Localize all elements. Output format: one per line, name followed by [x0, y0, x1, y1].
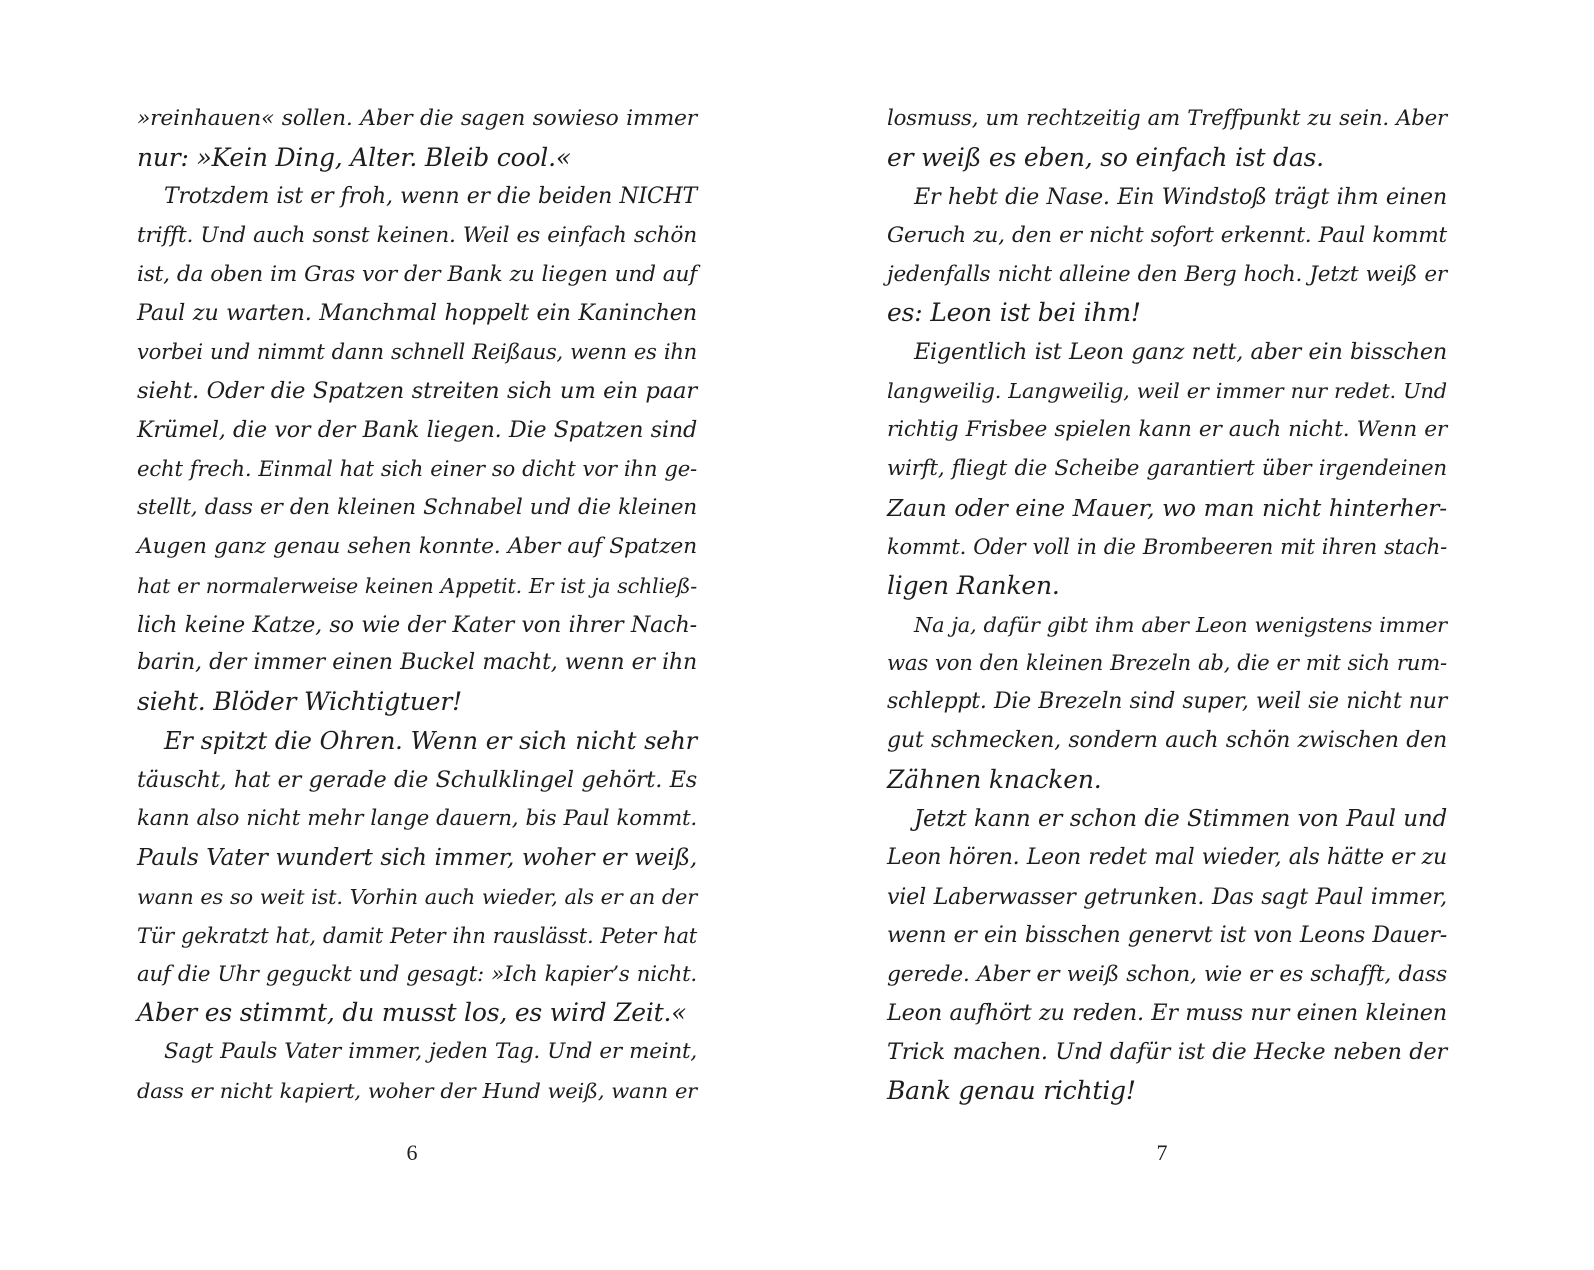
- text-line: was von den kleinen Brezeln ab, die er mit sich rum-: [887, 650, 1447, 676]
- text-line: kann also nicht mehr lange dauern, bis Paul kommt.: [137, 806, 697, 832]
- text-line: Eigentlich ist Leon ganz nett, aber ein bisschen: [914, 339, 1447, 366]
- text-line: echt frech. Einmal hat sich einer so dicht vor ihn ge-: [137, 456, 697, 482]
- text-line: ist, da oben im Gras vor der Bank zu liegen und auf: [137, 261, 697, 287]
- text-line: täuscht, hat er gerade die Schulklingel gehört. Es: [137, 767, 697, 794]
- text-line: langweilig. Langweilig, weil er immer nur redet. Und: [887, 379, 1447, 404]
- text-line: wann es so weit ist. Vorhin auch wieder, als er an der: [137, 884, 697, 909]
- text-line: Er hebt die Nase. Ein Windstoß trägt ihm einen: [914, 183, 1447, 210]
- text-line: Trotzdem ist er froh, wenn er die beiden NICHT: [164, 183, 697, 209]
- text-line: Bank genau richtig!: [887, 1076, 1136, 1106]
- text-line: Zaun oder eine Mauer, wo man nicht hinterher-: [887, 493, 1447, 522]
- text-line: Na ja, dafür gibt ihm aber Leon wenigstens immer: [914, 612, 1447, 637]
- text-line: Leon aufhört zu reden. Er muss nur einen kleinen: [887, 1000, 1447, 1027]
- text-line: gerede. Aber er weiß schon, wie er es schafft, dass: [887, 961, 1447, 987]
- text-line: nur: »Kein Ding, Alter. Bleib cool.«: [137, 142, 571, 172]
- text-line: trifft. Und auch sonst keinen. Weil es einfach schön: [137, 222, 697, 248]
- text-line: Jetzt kann er schon die Stimmen von Paul und: [914, 806, 1447, 833]
- text-line: gut schmecken, sondern auch schön zwischen den: [887, 728, 1447, 754]
- page-number-left: 6: [406, 1140, 418, 1165]
- text-line: viel Laberwasser getrunken. Das sagt Paul immer,: [887, 883, 1447, 910]
- text-line: Paul zu warten. Manchmal hoppelt ein Kaninchen: [137, 300, 697, 327]
- text-line: kommt. Oder voll in die Brombeeren mit ihren stach-: [887, 533, 1447, 559]
- text-line: richtig Frisbee spielen kann er auch nicht. Wenn er: [887, 417, 1447, 443]
- text-line: auf die Uhr geguckt und gesagt: »Ich kapier’s nicht.: [137, 961, 697, 987]
- text-line: Aber es stimmt, du musst los, es wird Zeit.«: [137, 998, 687, 1028]
- text-line: Pauls Vater wundert sich immer, woher er weiß,: [137, 843, 697, 871]
- left-page-text: [137, 100, 697, 1111]
- text-line: lich keine Katze, so wie der Kater von ihrer Nach-: [137, 611, 697, 638]
- text-line: sieht. Blöder Wichtigtuer!: [137, 687, 462, 717]
- text-line: Leon hören. Leon redet mal wieder, als hätte er zu: [887, 844, 1447, 870]
- text-line: schleppt. Die Brezeln sind super, weil sie nicht nur: [887, 689, 1447, 715]
- text-line: »reinhauen« sollen. Aber die sagen sowieso immer: [137, 106, 697, 131]
- text-line: Tür gekratzt hat, damit Peter ihn rauslässt. Peter hat: [137, 922, 697, 948]
- text-line: Krümel, die vor der Bank liegen. Die Spatzen sind: [137, 417, 697, 444]
- text-line: Augen ganz genau sehen konnte. Aber auf Spatzen: [137, 533, 697, 559]
- text-line: ligen Ranken.: [887, 570, 1060, 600]
- text-line: es: Leon ist bei ihm!: [887, 298, 1141, 328]
- text-line: Trick machen. Und dafür ist die Hecke neben der: [887, 1039, 1447, 1066]
- text-line: losmuss, um rechtzeitig am Treffpunkt zu sein. Aber: [887, 106, 1447, 131]
- text-line: stellt, dass er den kleinen Schnabel und die kleinen: [137, 494, 697, 520]
- text-line: Sagt Pauls Vater immer, jeden Tag. Und er meint,: [164, 1039, 697, 1065]
- page-number-right: 7: [1156, 1140, 1168, 1165]
- text-line: dass er nicht kapiert, woher der Hund weiß, wann er: [137, 1079, 697, 1104]
- text-line: barin, der immer einen Buckel macht, wenn er ihn: [137, 650, 697, 676]
- right-page: [797, 0, 1594, 1270]
- text-line: er weiß es eben, so einfach ist das.: [887, 142, 1324, 172]
- text-line: hat er normalerweise keinen Appetit. Er ist ja schließ-: [137, 573, 697, 598]
- text-line: wirft, fliegt die Scheibe garantiert über irgendeinen: [887, 456, 1447, 482]
- text-line: wenn er ein bisschen genervt ist von Leons Dauer-: [887, 922, 1447, 948]
- text-line: jedenfalls nicht alleine den Berg hoch. Jetzt weiß er: [887, 261, 1447, 287]
- right-page-text: [887, 100, 1447, 1111]
- text-line: vorbei und nimmt dann schnell Reißaus, wenn es ihn: [137, 339, 697, 365]
- text-line: Zähnen knacken.: [887, 765, 1102, 795]
- text-line: sieht. Oder die Spatzen streiten sich um ein paar: [137, 378, 697, 405]
- text-line: Er spitzt die Ohren. Wenn er sich nicht sehr: [164, 727, 697, 756]
- text-line: Geruch zu, den er nicht sofort erkennt. Paul kommt: [887, 222, 1447, 248]
